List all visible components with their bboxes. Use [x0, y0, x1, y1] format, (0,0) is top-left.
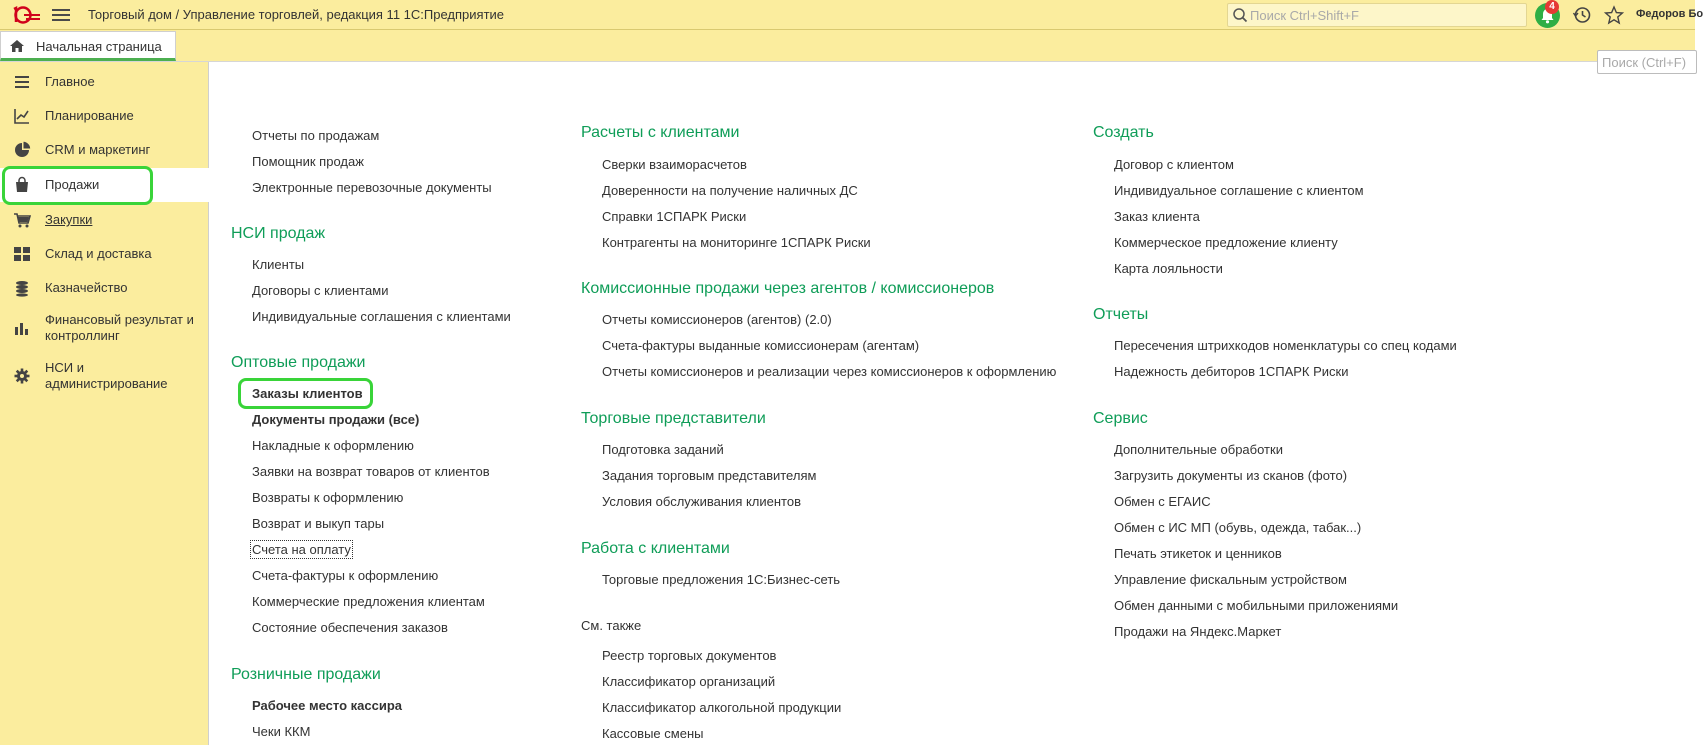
- link-print-labels[interactable]: Печать этикеток и ценников: [1114, 546, 1282, 561]
- sidebar-item-sales[interactable]: [0, 168, 209, 202]
- open-windows-bar: [0, 30, 1695, 62]
- group-title-nsi: НСИ продаж: [231, 225, 326, 242]
- link-create-loyalty-card[interactable]: Карта лояльности: [1114, 261, 1223, 276]
- sidebar-item-label: НСИ и администрирование: [45, 360, 168, 391]
- group-title-reports: Отчеты: [1093, 306, 1149, 323]
- section-content: [210, 62, 1695, 745]
- link-kkm-receipts[interactable]: Чеки ККМ: [252, 724, 311, 739]
- menu-lines-icon: [13, 73, 31, 91]
- group-title-client-work: Работа с клиентами: [581, 540, 730, 557]
- sidebar-item-main[interactable]: [0, 66, 209, 98]
- home-icon: [9, 38, 25, 54]
- sidebar-item-financial-result[interactable]: [0, 306, 209, 350]
- group-title-commission: Комиссионные продажи через агентов / комиссионеров: [581, 280, 995, 297]
- shopping-bag-icon: [13, 176, 31, 194]
- link-payment-invoices[interactable]: Счета на оплату: [252, 542, 351, 557]
- link-commercial-offers[interactable]: Коммерческие предложения клиентам: [252, 594, 485, 609]
- sidebar-item-label: Продажи: [45, 177, 100, 192]
- section-search-input[interactable]: [1598, 51, 1696, 73]
- link-electronic-waybills[interactable]: Электронные перевозочные документы: [252, 180, 492, 195]
- global-search-input[interactable]: [1250, 4, 1520, 26]
- link-commissioner-vat-invoices[interactable]: Счета-фактуры выданные комиссионерам (агентам): [602, 338, 920, 353]
- 1c-logo[interactable]: [10, 5, 42, 25]
- link-sales-reports[interactable]: Отчеты по продажам: [252, 128, 380, 143]
- link-service-conditions[interactable]: Условия обслуживания клиентов: [602, 494, 802, 509]
- link-load-from-scans[interactable]: Загрузить документы из сканов (фото): [1114, 468, 1348, 483]
- link-container-return[interactable]: Возврат и выкуп тары: [252, 516, 385, 531]
- link-reconciliations[interactable]: Сверки взаиморасчетов: [602, 157, 747, 172]
- link-debtor-reliability[interactable]: Надежность дебиторов 1СПАРК Риски: [1114, 364, 1349, 379]
- link-yandex-market-sales[interactable]: Продажи на Яндекс.Маркет: [1114, 624, 1282, 639]
- sidebar-item-label: Планирование: [45, 108, 134, 123]
- sidebar-item-label: Склад и доставка: [45, 246, 152, 261]
- global-search-field[interactable]: [1227, 3, 1527, 27]
- main-menu-icon[interactable]: [52, 6, 70, 24]
- link-business-network-offers[interactable]: Торговые предложения 1С:Бизнес-сеть: [602, 572, 841, 587]
- link-individual-agreements[interactable]: Индивидуальные соглашения с клиентами: [252, 309, 511, 324]
- link-trade-documents-registry[interactable]: Реестр торговых документов: [602, 648, 777, 663]
- link-spark-monitoring[interactable]: Контрагенты на мониторинге 1СПАРК Риски: [602, 235, 871, 250]
- link-egais-exchange[interactable]: Обмен с ЕГАИС: [1114, 494, 1211, 509]
- notification-count-badge: 4: [1545, 0, 1559, 14]
- link-spark-reports[interactable]: Справки 1СПАРК Риски: [602, 209, 747, 224]
- tab-home-label: Начальная страница: [36, 39, 162, 54]
- gear-icon: [13, 367, 31, 385]
- favorites-star-icon[interactable]: [1604, 5, 1624, 25]
- group-title-sales-reps: Торговые представители: [581, 410, 766, 427]
- sidebar-item-treasury[interactable]: [0, 272, 209, 304]
- sidebar-item-planning[interactable]: [0, 100, 209, 132]
- sidebar-item-admin[interactable]: [0, 354, 209, 398]
- coins-icon: [13, 279, 31, 297]
- group-title-create: Создать: [1093, 124, 1154, 141]
- top-bar: [0, 0, 1703, 30]
- link-invoices-to-process[interactable]: Накладные к оформлению: [252, 438, 414, 453]
- link-customer-orders[interactable]: Заказы клиентов: [252, 386, 363, 401]
- sidebar-item-label: Главное: [45, 74, 95, 89]
- link-cashier-workplace[interactable]: Рабочее место кассира: [252, 698, 403, 713]
- see-also-title: См. также: [581, 618, 642, 633]
- link-return-requests[interactable]: Заявки на возврат товаров от клиентов: [252, 464, 490, 479]
- bar-chart-icon: [13, 319, 31, 337]
- sidebar-item-label: CRM и маркетинг: [45, 142, 151, 157]
- link-commissioner-reports-to-process[interactable]: Отчеты комиссионеров и реализации через комиссионеров к оформлению: [602, 364, 1057, 379]
- link-mobile-apps-exchange[interactable]: Обмен данными с мобильными приложениями: [1114, 598, 1399, 613]
- cart-icon: [13, 211, 31, 229]
- link-create-individual-agreement[interactable]: Индивидуальное соглашение с клиентом: [1114, 183, 1364, 198]
- link-rep-tasks[interactable]: Задания торговым представителям: [602, 468, 817, 483]
- link-cash-powers-of-attorney[interactable]: Доверенности на получение наличных ДС: [602, 183, 858, 198]
- link-sales-assistant[interactable]: Помощник продаж: [252, 154, 364, 169]
- group-title-retail: Розничные продажи: [231, 666, 381, 683]
- sections-sidebar: [0, 62, 209, 745]
- section-search-field[interactable]: [1597, 50, 1697, 74]
- link-prepare-tasks[interactable]: Подготовка заданий: [602, 442, 724, 457]
- group-title-service: Сервис: [1093, 410, 1148, 427]
- link-create-customer-order[interactable]: Заказ клиента: [1114, 209, 1200, 224]
- link-returns-to-process[interactable]: Возвраты к оформлению: [252, 490, 404, 505]
- link-alcohol-classifier[interactable]: Классификатор алкогольной продукции: [602, 700, 842, 715]
- group-title-wholesale: Оптовые продажи: [231, 354, 366, 371]
- sidebar-item-crm[interactable]: [0, 134, 209, 166]
- link-vat-invoices-to-process[interactable]: Счета-фактуры к оформлению: [252, 568, 439, 583]
- tab-home-page[interactable]: [0, 31, 176, 61]
- link-commissioner-reports[interactable]: Отчеты комиссионеров (агентов) (2.0): [602, 312, 832, 327]
- planning-chart-icon: [13, 107, 31, 125]
- link-order-fulfillment-status[interactable]: Состояние обеспечения заказов: [252, 620, 448, 635]
- link-organizations-classifier[interactable]: Классификатор организаций: [602, 674, 776, 689]
- sidebar-item-label: Казначейство: [45, 280, 128, 295]
- sidebar-item-purchases[interactable]: [0, 204, 209, 236]
- sidebar-item-label: Закупки: [45, 212, 93, 227]
- link-client-contracts[interactable]: Договоры с клиентами: [252, 283, 389, 298]
- link-cash-shifts[interactable]: Кассовые смены: [602, 726, 704, 741]
- link-clients[interactable]: Клиенты: [252, 257, 305, 272]
- search-icon: [1232, 7, 1248, 23]
- app-title: Торговый дом / Управление торговлей, редакция 11 1С:Предприятие: [88, 7, 505, 22]
- link-barcode-intersections[interactable]: Пересечения штрихкодов номенклатуры со спец кодами: [1114, 338, 1457, 353]
- group-title-settlements: Расчеты с клиентами: [581, 124, 740, 141]
- link-fiscal-device-control[interactable]: Управление фискальным устройством: [1114, 572, 1347, 587]
- sidebar-item-label: Финансовый результат и контроллинг: [45, 312, 194, 343]
- pie-chart-icon: [13, 141, 31, 159]
- link-ismp-exchange[interactable]: Обмен с ИС МП (обувь, одежда, табак...): [1114, 520, 1362, 535]
- link-create-contract[interactable]: Договор с клиентом: [1114, 157, 1234, 172]
- warehouse-grid-icon: [13, 245, 31, 263]
- history-icon[interactable]: [1572, 5, 1592, 25]
- link-create-commercial-offer[interactable]: Коммерческое предложение клиенту: [1114, 235, 1338, 250]
- link-additional-processors[interactable]: Дополнительные обработки: [1114, 442, 1283, 457]
- current-user-name[interactable]: Федоров Бо: [1636, 8, 1703, 20]
- sidebar-item-warehouse[interactable]: [0, 238, 209, 270]
- link-sales-documents-all[interactable]: Документы продажи (все): [252, 412, 420, 427]
